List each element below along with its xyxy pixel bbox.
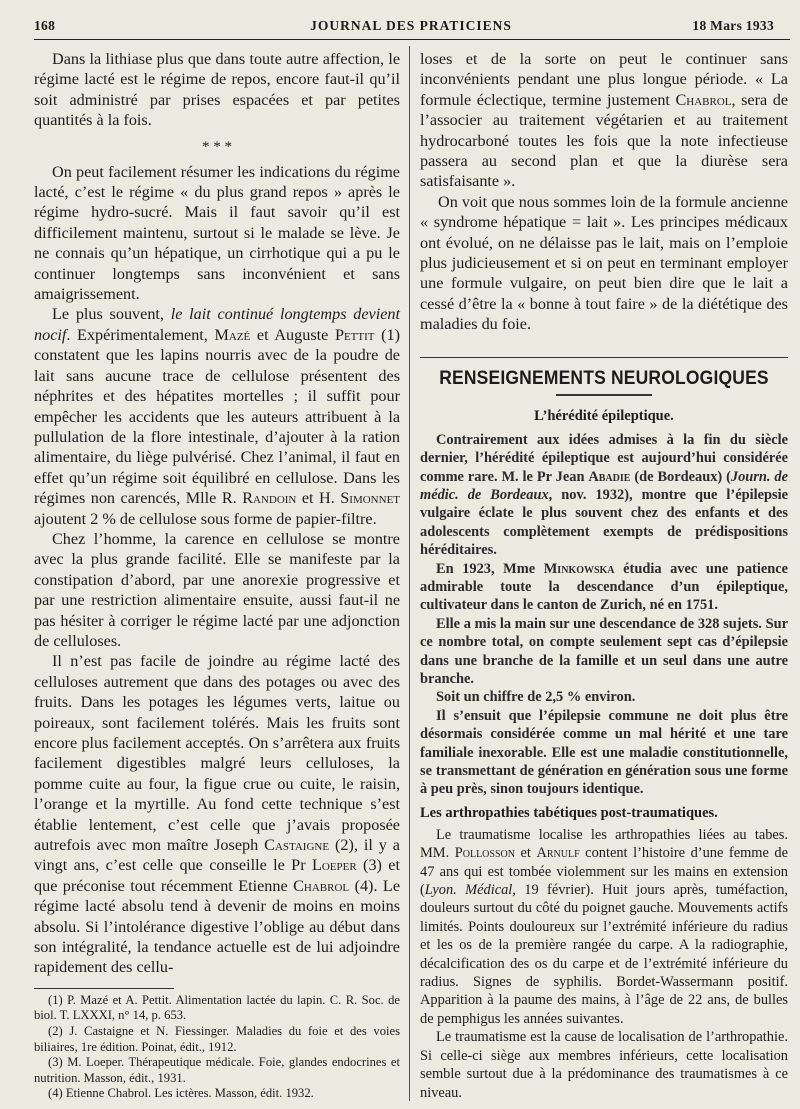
left-column	[34, 49, 400, 1102]
paragraph: loses et de la sorte on peut le continuer sans inconvénients pendant une plus longue période. « La formule éclectique, termine justement Chabrol, sera de l’associer au traitement végétarien et au traitement hydrocarboné toutes les fois que la note infectieuse passera au second plan et que la diurèse sera satisfaisante ».	[420, 50, 788, 191]
paragraph: Soit un chiffre de 2,5 % environ.	[436, 689, 636, 706]
section-underline	[556, 394, 652, 396]
footnote-rule	[34, 988, 174, 989]
page-number: 168	[34, 18, 56, 33]
asterism: * * *	[202, 138, 232, 155]
paragraph: Le plus souvent, le lait continué longtemps devient nocif. Expérimentalement, Mazé et Auguste Pettit (1) constatent que les lapins nourris avec de la poudre de lait sans aucune trace de cellulose présentent des néphrites et des hépatites mortelles ; il suffit pour empêcher les accidents que les auteurs attribuent à la pullulation de la flore intestinale, d’ajouter à la ration alimentaire, du liège pulvérisé. Chez l’animal, il faut en effet qu’un régime soit équilibré en cellulose. Dans les régimes non carencés, Mlle R. Randoin et H. Simonnet ajoutent 2 % de cellulose sous forme de papier-filtre.	[34, 305, 401, 528]
journal-title: JOURNAL DES PRATICIENS	[310, 18, 512, 33]
paragraph: Le traumatisme est la cause de localisation de l’arthropathie. Si celle-ci siège aux membres inférieurs, cette localisation semble surtout due à la prédominance des traumatismes à ce niveau.	[420, 1029, 788, 1101]
paragraph: Elle a mis la main sur une descendance de 328 sujets. Sur ce nombre total, on compte seulement sept cas d’épilepsie dans une branche de la famille et un seul dans une autre branche.	[420, 615, 788, 687]
paragraph: Il s’ensuit que l’épilepsie commune ne doit plus être désormais considérée comme un mal hérité et une tare familiale inexorable. Elle est une maladie constitutionnelle, se transmettant de génération en génération sous une forme à peu près, sinon toujours identique.	[420, 707, 788, 798]
header-rule	[34, 39, 790, 40]
page-header	[34, 14, 788, 38]
article-heading: Les arthropathies tabétiques post-traumatiques.	[420, 804, 718, 821]
article-heading: L’hérédité épileptique.	[534, 407, 674, 424]
section-rule	[420, 357, 788, 358]
paragraph: Il n’est pas facile de joindre au régime lacté des celluloses autrement que dans des potages ou avec des fruits. Dans les potages les légumes verts, laitue ou poireaux, sont facilement tolérés. Mais les fruits sont encore plus facilement acceptés. On s’arrêtera aux fruits facilement digestibles malgré leurs celluloses, la pomme cuite au four, la figue crue ou cuite, le raisin, l’orange et la myrtille. Au fond cette technique s’est établie lentement, c’est celle que j’avais proposée autrefois avec mon maître Joseph Castaigne (2), il y a vingt ans, c’est celle que conseille le Pr Loeper (3) et que préconise tout récemment Etienne Chabrol (4). Le régime lacté absolu tend à devenir de moins en moins absolu. Si l’intolérance digestive l’oblige au début dans son intégralité, la tendance actuelle est de lui adjoindre rapidement des cellu-	[34, 652, 401, 977]
footnote: (3) M. Loeper. Thérapeutique médicale. Foie, glandes endocrines et nutrition. Masson, édit., 1931.	[34, 1055, 400, 1085]
footnote: (1) P. Mazé et A. Pettit. Alimentation lactée du lapin. C. R. Soc. de biol. T. LXXXI, n° 14, p. 653.	[34, 992, 400, 1023]
footnote: (4) Etienne Chabrol. Les ictères. Masson, édit. 1932.	[48, 1086, 314, 1101]
section-title: RENSEIGNEMENTS NEUROLOGIQUES	[439, 367, 769, 389]
paragraph: Contrairement aux idées admises à la fin du siècle dernier, l’hérédité épileptique est aujourd’hui considérée comme rare. M. le Pr Jean Abadie (de Bordeaux) (Journ. de médic. de Bordeaux, nov. 1932), montre que l’épilepsie vulgaire éclate le plus souvent chez des enfants et des adolescents complètement exempts de prédispositions héréditaires.	[420, 431, 788, 559]
paragraph: Le traumatisme localise les arthropathies liées au tabes. MM. Pollosson et Arnulf content l’histoire d’une femme de 47 ans qui est tombée violemment sur les mains en extension (Lyon. Médical, 19 février). Huit jours après, tuméfaction, douleurs surtout du côté du poignet gauche. Mouvements actifs limités. Points douloureux sur l’extrémité inférieure du radius et les os de la première rangée du carpe. A la radiographie, décalcification des os du carpe et de l’extrémité inférieure du radius. Signes de syphilis. Bordet-Wassermann positif. Apparition à la paume des mains, à l’âge de 22 ans, de bulles de pemphigus les années suivantes.	[420, 826, 788, 1027]
paragraph: On peut facilement résumer les indications du régime lacté, c’est le régime « du plus grand repos » après le régime hydro-sucré. Mais il faut savoir qu’il est difficilement maintenu, surtout si le malade se lève. Je ne connais qu’un hépatique, un cirrhotique qui a pu le continuer longtemps sans inconvénient et sans amaigrissement.	[34, 162, 400, 304]
paragraph: Chez l’homme, la carence en cellulose se montre avec la plus grande facilité. Elle se manifeste par la constipation d’abord, par une anorexie progressive et par une restriction alimentaire ensuite, aussi faut-il ne pas hésiter à corriger le régime lacté par une adjonction de celluloses.	[34, 529, 400, 650]
paragraph: Dans la lithiase plus que dans toute autre affection, le régime lacté est le régime de repos, encore faut-il qu’il soit administré par prises espacées et par petites quantités à la fois.	[34, 50, 400, 130]
paragraph: En 1923, Mme Minkowska étudia avec une patience admirable toute la descendance d’un épileptique, cultivateur dans le canton de Zurich, né en 1751.	[420, 560, 789, 614]
footnote: (2) J. Castaigne et N. Fiessinger. Maladies du foie et des voies biliaires, 1re édition. Poinat, édit., 1912.	[34, 1024, 400, 1054]
issue-date: 18 Mars 1933	[692, 18, 774, 33]
column-divider	[409, 46, 410, 1101]
right-column	[420, 49, 788, 1102]
paragraph: On voit que nous sommes loin de la formule ancienne « syndrome hépatique = lait ». Les principes médicaux ont évolué, on ne délaisse pas le lait, mais on l’emploie plus judicieusement et si on peut en terminant employer une formule vulgaire, on peut bien dire que le lait a cessé d’être la « bonne à tout faire » de la diététique des maladies du foie.	[420, 192, 788, 334]
